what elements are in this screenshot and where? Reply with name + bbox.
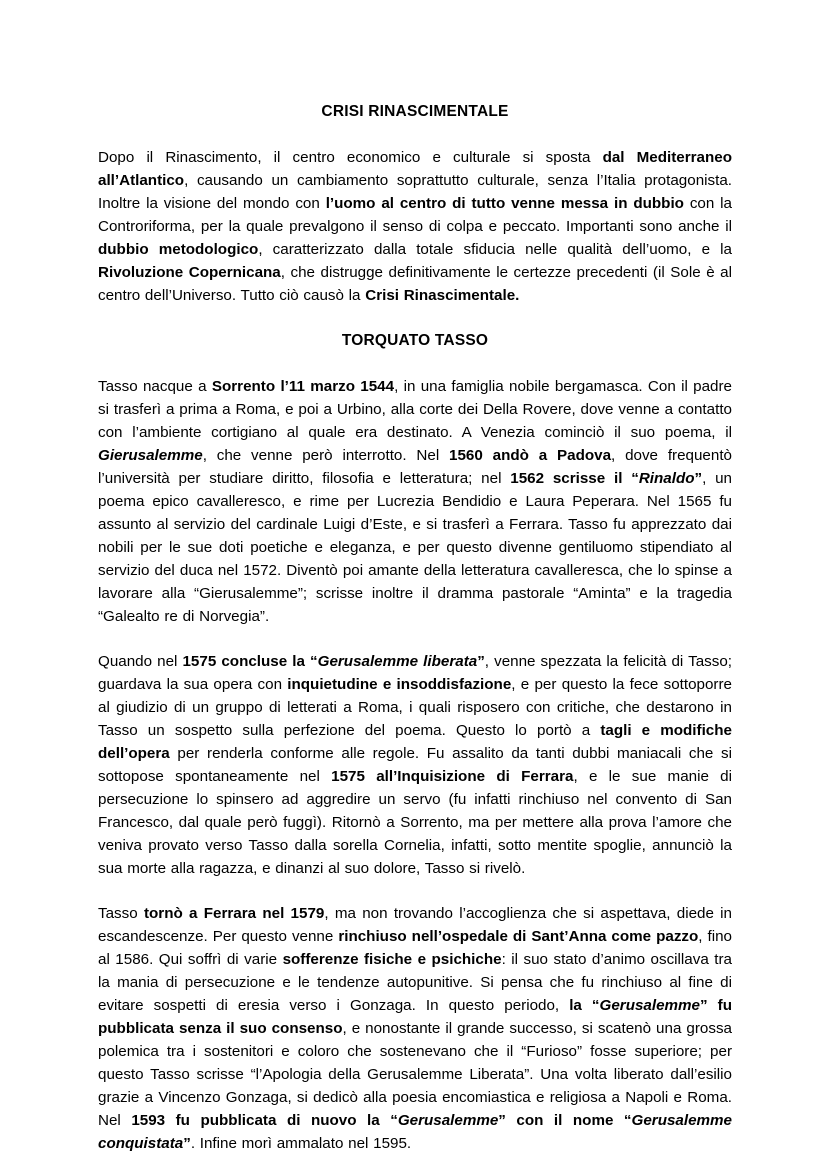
heading-torquato-tasso: TORQUATO TASSO [341,332,489,349]
text-run: ” con il nome “ [498,1112,632,1129]
text-run: inquietudine e insoddisfazione [287,676,512,693]
text-run: tornò a Ferrara nel 1579 [143,905,325,922]
text-run: Crisi Rinascimentale. [365,287,520,304]
text-run: , caratterizzato dalla totale sfiducia nelle qualità dell’uomo, e la [258,241,732,258]
text-run: 1560 andò a Padova [449,447,612,464]
text-run: ” fu pubblicata senza il suo consenso [98,997,732,1037]
text-run: dubbio metodologico [98,241,259,258]
text-run: l’uomo al centro di tutto venne messa in dubbio [325,195,684,212]
text-run: , e le sue manie di persecuzione lo spinsero ad aggredire un servo (fu infatti rinchiuso nel convento di San Francesco, dal quale però fuggì). Ritornò a Sorrento, ma per mettere alla prova l’amore che veniva provato verso Tasso dalla sorella Cornelia, infatti, sotto mentite spoglie, annunciò la sua morte alla ragazza, e dinanzi al suo dolore, Tasso si rivelò. [98,768,733,877]
text-run: , che venne però interrotto. Nel [202,447,450,464]
text-run: Gierusalemme [98,447,203,464]
text-run: Gerusalemme liberata [317,653,478,670]
text-run: con la Controriforma, per la quale prevalgono il senso di colpa e peccato. Importanti sono anche il [98,195,733,235]
text-run: Tasso nacque a [98,378,212,395]
text-run: , in una famiglia nobile bergamasca. Con il padre si trasferì a prima a Roma, e poi a Urbino, alla corte dei Della Rovere, dove venne a contatto con l’ambiente cortigiano al quale era destinato. A Venezia cominciò il suo poema, il [98,378,732,441]
text-run: la “ [569,997,600,1014]
paragraph-tasso-early-life [98,375,732,628]
text-run: Rinaldo [638,470,695,487]
document-content [98,100,732,1171]
section-crisi-rinascimentale [98,100,732,307]
text-run: , ma non trovando l’accoglienza che si aspettava, diede in escandescenze. Per questo venne [98,905,733,945]
paragraph-tasso-ferrara-santanna [98,902,732,1155]
text-run: Tasso [98,905,144,922]
text-run: , fino al 1586. Qui soffrì di varie [98,928,732,968]
text-run: 1593 fu pubblicata di nuovo la “ [131,1112,398,1129]
text-run: , venne spezzata la felicità di Tasso; guardava la sua opera con [98,653,732,693]
text-run: ” [183,1135,191,1152]
text-run: , causando un cambiamento soprattutto culturale, senza l’Italia protagonista. Inoltre la visione del mondo con [98,172,732,212]
text-run: Gerusalemme conquistata [98,1112,732,1152]
heading-crisi-rinascimentale: CRISI RINASCIMENTALE [321,103,509,120]
text-run: 1575 all’Inquisizione di Ferrara [331,768,574,785]
text-run: Rivoluzione Copernicana [98,264,281,281]
text-run: , e per questo la fece sottoporre al giudizio di un gruppo di letterati a Roma, i quali risposero con critiche, che destarono in Tasso un sospetto sulla perfezione del poema. Questo lo portò a [98,676,732,739]
text-run: tagli e modifiche dell’opera [98,722,732,762]
text-run: dal Mediterraneo all’Atlantico [98,149,733,189]
text-run: , che distrugge definitivamente le certezze precedenti (il Sole è al centro dell’Universo. Tutto ciò causò la [98,264,732,304]
paragraph-tasso-gerusalemme-liberata [98,650,732,880]
text-run: Sorrento l’11 marzo 1544 [211,378,395,395]
text-run: ” [477,653,485,670]
text-run: 1575 concluse la “ [182,653,318,670]
text-run: : il suo stato d’animo oscillava tra la mania di persecuzione e le tendenze autopunitive. Si pensa che fu rinchiuso al fine di evitare sospetti di eresia verso i Gonzaga. In questo periodo, [98,951,732,1014]
text-run: . Infine morì ammalato nel 1595. [190,1135,412,1152]
text-run: ” [694,470,703,487]
paragraph-crisi-intro [98,146,732,307]
text-run: , un poema epico cavalleresco, e rime per Lucrezia Bendidio e Laura Peperara. Nel 1565 fu assunto al servizio del cardinale Luigi d’Este, e si trasferì a Ferrara. Tasso fu apprezzato dai nobili per le sue doti poetiche e eleganza, e per questo divenne gentiluomo stipendiato al servizio del duca nel 1572. Diventò poi amante della letteratura cavalleresca, che lo spinse a lavorare alla “Gierusalemme”; scrisse inoltre il dramma pastorale “Aminta” e la tragedia “Galealto re di Norvegia”. [98,470,732,625]
text-run: Quando nel [98,653,183,670]
text-run: , dove frequentò l’università per studiare diritto, filosofia e letteratura; nel [98,447,732,487]
text-run: Dopo il Rinascimento, il centro economico e culturale si sposta [98,149,603,166]
text-run: per renderla conforme alle regole. Fu assalito da tanti dubbi maniacali che si sottopose spontaneamente nel [98,745,732,785]
text-run: , e nonostante il grande successo, si scatenò una grossa polemica tra i sostenitori e coloro che sostenevano che il “Furioso” fosse superiore; per questo Tasso scrisse “l’Apologia della Gerusalemme Liberata”. Una volta liberato dall’esilio grazie a Vincenzo Gonzaga, si dedicò alla poesia encomiastica e religiosa a Napoli e Roma. Nel [98,1020,732,1129]
text-run: sofferenze fisiche e psichiche [282,951,502,968]
section-torquato-tasso [98,329,732,1155]
text-run: 1562 scrisse il “ [510,470,639,487]
text-run: rinchiuso nell’ospedale di Sant’Anna come pazzo [338,928,699,945]
text-run: Gerusalemme [599,997,700,1014]
text-run: Gerusalemme [397,1112,499,1129]
